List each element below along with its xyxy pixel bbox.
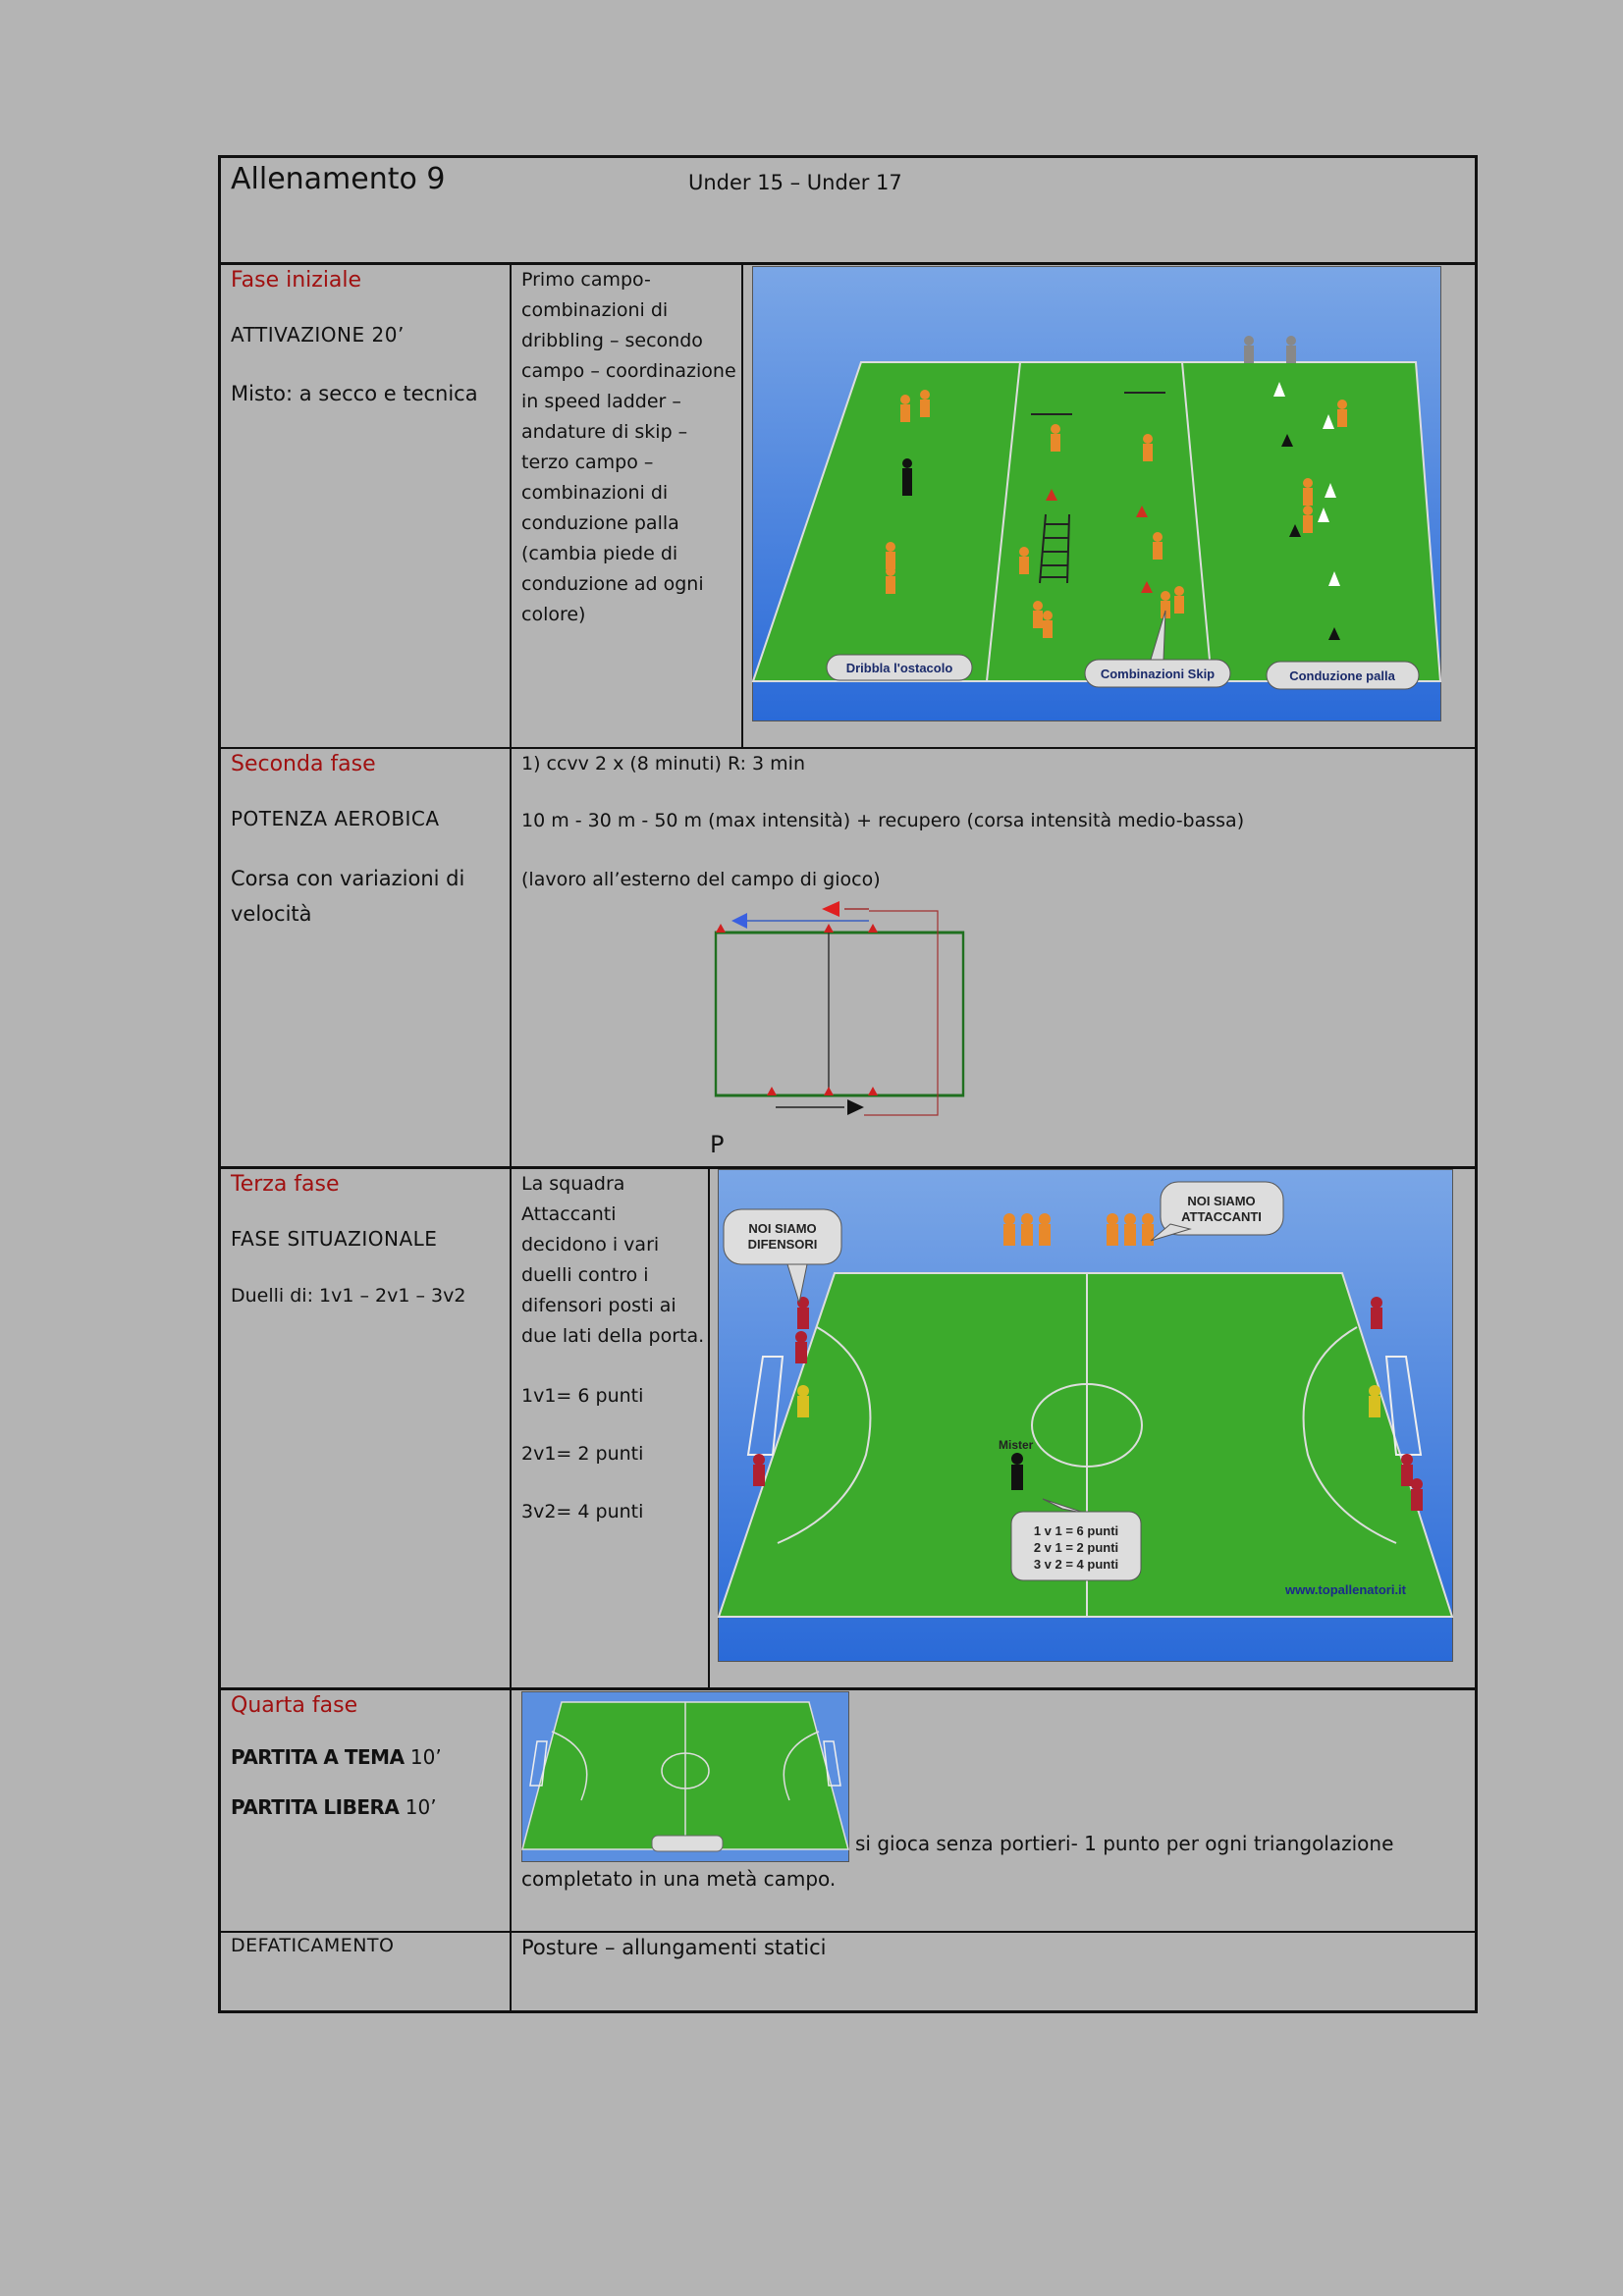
row-divider [221, 747, 1475, 749]
phase3-type: Duelli di: 1v1 – 2v1 – 3v2 [231, 1285, 466, 1307]
sheet-title: Allenamento 9 [231, 162, 446, 196]
phase2-subtitle: POTENZA AEROBICA [231, 807, 440, 830]
description-line: conduzione ad ogni [521, 573, 704, 595]
score-line: 1 v 1 = 6 punti [1033, 1523, 1119, 1538]
description-line: Attaccanti [521, 1203, 617, 1225]
item-label: PARTITA LIBERA [231, 1795, 400, 1819]
phase1-type: Misto: a secco e tecnica [231, 382, 478, 405]
description-line: dribbling – secondo [521, 330, 703, 351]
column-divider [741, 264, 743, 749]
column-divider [708, 1168, 710, 1689]
bubble-line: NOI SIAMO [748, 1221, 817, 1236]
column-divider [510, 264, 512, 2013]
description-line: andature di skip – [521, 421, 688, 443]
phase2-line2: 10 m - 30 m - 50 m (max intensità) + recupero (corsa intensità medio-bassa) [521, 810, 1245, 831]
item-time: 10’ [399, 1795, 437, 1819]
score-line: 3 v 2 = 4 punti [1033, 1557, 1119, 1572]
points-2v1: 2v1= 2 punti [521, 1443, 644, 1465]
description-line: Primo campo- [521, 269, 651, 291]
row-divider [221, 1931, 1475, 1933]
diagram-label: P [710, 1131, 725, 1158]
score-line: 2 v 1 = 2 punti [1033, 1540, 1119, 1555]
description-line: in speed ladder – [521, 391, 681, 412]
description-line: due lati della porta. [521, 1325, 705, 1347]
phase4-item2 [231, 1792, 437, 1823]
diagram-label: Combinazioni Skip [1100, 667, 1216, 681]
description-line: colore) [521, 604, 586, 625]
phase4-item1 [231, 1742, 442, 1773]
type-line: velocità [231, 902, 312, 926]
description-line: La squadra [521, 1173, 625, 1195]
description-line: difensori posti ai [521, 1295, 676, 1316]
points-1v1: 1v1= 6 punti [521, 1385, 644, 1407]
bubble-line: NOI SIAMO [1187, 1194, 1256, 1208]
description-line: conduzione palla [521, 512, 679, 534]
coach-label: Mister [999, 1438, 1034, 1452]
item-label: PARTITA A TEMA [231, 1745, 405, 1769]
website-label: www.topallenatori.it [1284, 1582, 1406, 1597]
bubble-line: ATTACCANTI [1181, 1209, 1262, 1224]
phase3-name: Terza fase [231, 1172, 340, 1197]
cooldown-text: Posture – allungamenti statici [521, 1936, 827, 1959]
diagram-label: Dribbla l'ostacolo [845, 661, 953, 675]
description-line: duelli contro i [521, 1264, 649, 1286]
phase2-type [231, 861, 464, 932]
activation-drill-diagram [752, 266, 1441, 721]
phase3-description [521, 1169, 704, 1352]
description-line: terzo campo – [521, 452, 654, 473]
bubble-line: DIFENSORI [747, 1237, 818, 1252]
description-line: decidono i vari [521, 1234, 660, 1255]
phase4-name: Quarta fase [231, 1693, 358, 1718]
row-divider [221, 262, 1475, 265]
phase3-subtitle: FASE SITUAZIONALE [231, 1227, 438, 1251]
item-time: 10’ [404, 1745, 442, 1769]
phase2-name: Seconda fase [231, 752, 376, 776]
description-line: combinazioni di [521, 482, 669, 504]
phase1-subtitle: ATTIVAZIONE 20’ [231, 323, 405, 347]
description-line: campo – coordinazione [521, 360, 736, 382]
phase2-line1: 1) ccvv 2 x (8 minuti) R: 3 min [521, 753, 805, 774]
cooldown-name: DEFATICAMENTO [231, 1935, 395, 1956]
phase1-description [521, 265, 736, 630]
description-line: combinazioni di [521, 299, 669, 321]
row-divider [221, 1687, 1475, 1690]
diagram-label: Conduzione palla [1289, 668, 1395, 683]
age-category: Under 15 – Under 17 [688, 171, 902, 194]
type-line: Corsa con variazioni di [231, 867, 465, 890]
training-sheet [218, 155, 1478, 2013]
points-3v2: 3v2= 4 punti [521, 1501, 644, 1522]
phase4-text-line1: si gioca senza portieri- 1 punto per ogni triangolazione [855, 1832, 1394, 1855]
situational-duel-diagram [718, 1169, 1453, 1662]
phase4-text-line2: completato in una metà campo. [521, 1867, 837, 1891]
aerobic-run-diagram [712, 899, 977, 1159]
phase2-line3: (lavoro all’esterno del campo di gioco) [521, 869, 881, 890]
match-field-diagram [521, 1691, 849, 1862]
phase1-name: Fase iniziale [231, 268, 362, 293]
description-line: (cambia piede di [521, 543, 678, 564]
